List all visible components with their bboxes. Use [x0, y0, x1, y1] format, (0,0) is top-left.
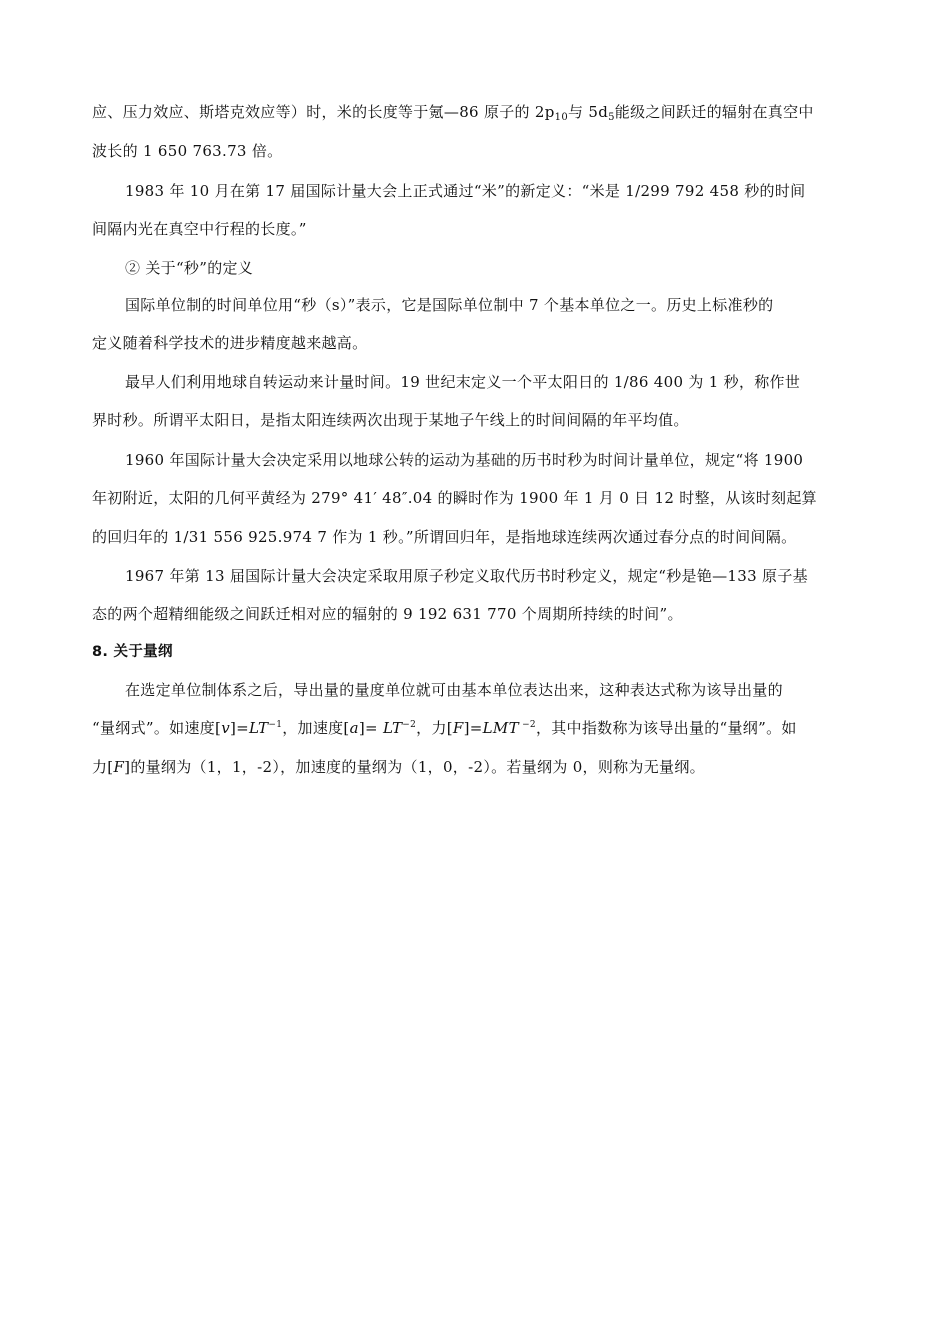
superscript: −1 [268, 720, 283, 730]
text-run: 应、压力效应、斯塔克效应等）时，米的长度等于氪—86 原子的 2p [92, 103, 555, 121]
paragraph-line: 界时秒。所谓平太阳日，是指太阳连续两次出现于某地子午线上的时间间隔的年平均值。 [92, 411, 689, 429]
subsection-heading: ② 关于“秒”的定义 [125, 259, 254, 277]
paragraph-line: 1967 年第 13 届国际计量大会决定采取用原子秒定义取代历书时秒定义，规定“秒是铯—133 原子基 [125, 567, 808, 585]
paragraph-line: 定义随着科学技术的进步精度越来越高。 [92, 334, 368, 352]
paragraph-line: 年初附近，太阳的几何平黄经为 279° 41′ 48″.04 的瞬时作为 1900 年 1 月 0 日 12 时整，从该时刻起算 [92, 489, 817, 507]
math-variable: LT [382, 719, 403, 737]
math-variable: LMT [482, 719, 519, 737]
text-run: 力[ [92, 758, 114, 776]
text-run: ]的量纲为（1，1，-2），加速度的量纲为（1，0，-2）。若量纲为 0，则称为无量纲。 [124, 758, 705, 776]
text-run: ，力[ [416, 719, 453, 737]
paragraph-line [92, 718, 797, 738]
section-heading: 8. 关于量纲 [92, 644, 173, 660]
paragraph-line: 的回归年的 1/31 556 925.974 7 作为 1 秒。”所谓回归年，是指地球连续两次通过春分点的时间间隔。 [92, 528, 797, 546]
paragraph-line: 1960 年国际计量大会决定采用以地球公转的运动为基础的历书时秒为时间计量单位，规定“将 1900 [125, 451, 804, 469]
text-run: “量纲式”。如速度[ [92, 719, 222, 737]
subscript: 5 [608, 112, 615, 123]
paragraph-line: 最早人们利用地球自转运动来计量时间。19 世纪末定义一个平太阳日的 1/86 400 为 1 秒，称作世 [125, 373, 801, 391]
paragraph-line: 1983 年 10 月在第 17 届国际计量大会上正式通过“米”的新定义：“米是 1/299 792 458 秒的时间 [125, 182, 806, 200]
subscript: 10 [554, 112, 568, 123]
paragraph-line: 在选定单位制体系之后，导出量的量度单位就可由基本单位表达出来，这种表达式称为该导出量的 [125, 681, 783, 699]
paragraph-line: 国际单位制的时间单位用“秒（s）”表示，它是国际单位制中 7 个基本单位之一。历史上标准秒的 [125, 296, 774, 314]
text-run: 与 5d [568, 103, 609, 121]
text-run: ，加速度[ [282, 719, 350, 737]
math-variable: a [349, 719, 359, 737]
math-variable: v [221, 719, 230, 737]
math-variable: LT [249, 719, 269, 737]
paragraph-line [92, 757, 705, 777]
text-run: ]= [229, 719, 250, 737]
math-variable: F [113, 758, 125, 776]
text-run: ]= [463, 719, 483, 737]
text-run: ]= [358, 719, 383, 737]
math-variable: F [452, 719, 464, 737]
paragraph-line [92, 102, 814, 122]
text-run: 能级之间跃迁的辐射在真空中 [614, 103, 814, 121]
paragraph-line: 波长的 1 650 763.73 倍。 [92, 142, 283, 160]
superscript: −2 [518, 720, 536, 730]
paragraph-line: 间隔内光在真空中行程的长度。” [92, 220, 307, 238]
text-run: ，其中指数称为该导出量的“量纲”。如 [535, 719, 797, 737]
superscript: −2 [402, 720, 417, 730]
paragraph-line: 态的两个超精细能级之间跃迁相对应的辐射的 9 192 631 770 个周期所持续的时间”。 [92, 605, 683, 623]
